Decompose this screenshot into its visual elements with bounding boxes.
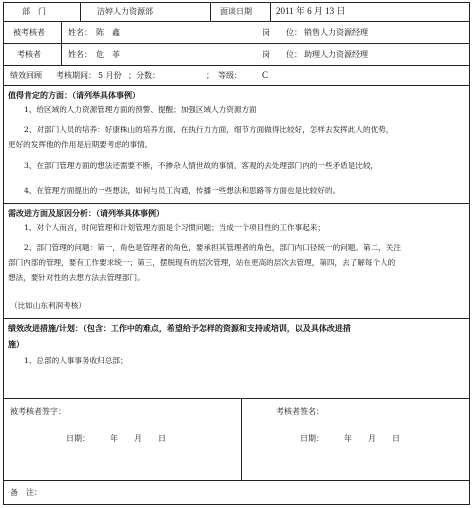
appraisee-position: 销售人力资源经理 — [304, 28, 368, 37]
improvements-item: 2、部门管理的问题：第一，角色是管理者的角色，要承担其管理者的角色，部门内口径统一的问题。第二，关注 — [24, 243, 401, 252]
appraiser-position: 助理人力资源经理 — [304, 50, 368, 59]
positives-heading: 值得肯定的方面：（请列举具体事例） — [8, 90, 140, 100]
review-grade-label: ； 等级： — [206, 71, 242, 80]
appraisee-signature-label: 被考核者签字： — [10, 407, 66, 416]
positives-item: 4、在管理方面提出的一些想法，如何与员工沟通，传播一些想法和思路等方面也是比较好的。 — [24, 186, 341, 195]
improvements-item: 部门内部的管理，要有工作要求统一；第三，摆脱现有的层次管理，站在更高的层次去管理，第四，去了解每个人的 — [8, 258, 396, 267]
appraisee-label: 被考核者 — [13, 28, 45, 37]
review-title: 绩效回顾 — [10, 71, 42, 80]
review-row — [4, 66, 469, 86]
appraisee-signature-cell — [4, 399, 242, 480]
signature-row — [4, 399, 469, 481]
review-period-label: 考核期间： — [56, 71, 96, 80]
plan-section — [4, 319, 469, 399]
interview-date-label: 面谈日期 — [220, 7, 252, 16]
remarks-row — [4, 481, 469, 504]
header-row — [4, 3, 469, 22]
appraisee-position-label: 岗 位： — [262, 28, 302, 37]
appraiser-position-label: 岗 位： — [262, 50, 302, 59]
improvements-section — [4, 204, 469, 319]
positives-item: 1、给区域的人力资源管理方面的预警、提醒；加强区域人力资源方面 — [24, 105, 257, 114]
improvements-item: 想法，要针对性的去想方法去管理部门。 — [8, 273, 145, 282]
plan-item: 1、总部的人事事务收归总部； — [24, 356, 128, 365]
positives-item: 3、在部门管理方面的想法还需要不断，不掺杂人情世故的事情，客观的去处理部门内的一些矛盾是比较， — [24, 161, 379, 170]
remarks-label: 备 注： — [10, 488, 42, 497]
positives-section — [4, 86, 469, 204]
appraisee-name: 陈 鑫 — [96, 28, 120, 37]
dept-label-cell — [4, 3, 81, 21]
plan-heading: 绩效改进措施/计划：（包含：工作中的难点，希望给予怎样的资源和支持或培训，以及具体改进措 — [8, 323, 351, 333]
appraiser-row — [4, 44, 469, 66]
appraiser-label-cell — [4, 44, 62, 65]
interview-date-label-cell — [211, 3, 271, 21]
review-period: 5 月份 — [98, 71, 122, 80]
plan-heading-cont: 施） — [8, 339, 24, 349]
positives-item: 更好的发挥他的作用是后期要考虑的事情。 — [8, 140, 153, 149]
appraiser-name: 危 菲 — [96, 50, 120, 59]
improvements-note: （比如山东利润考核） — [10, 301, 86, 310]
appraiser-signature-label: 考核者签名： — [276, 407, 324, 416]
appraisee-signature-date: 日期： 年 月 日 — [66, 434, 166, 443]
dept-value: 洁婷人力资源部 — [97, 7, 153, 16]
positives-item: 2、对部门人员的培养：好康株山的培养方面，在执行力方面，细节方面做得比较好，怎样去发挥此人的优势， — [24, 125, 394, 134]
improvements-item: 1、对个人而言，时间管理和计划管理方面是个习惯问题；当成一个项目性的工作事起来； — [24, 223, 325, 232]
review-score-label: ；分数： — [128, 71, 160, 80]
appraiser-signature-date: 日期： 年 月 日 — [300, 434, 400, 443]
appraisee-label-cell — [4, 22, 62, 43]
interview-date-value: 2011 年 6 月 13 日 — [276, 6, 346, 16]
dept-label: 部 门 — [22, 7, 46, 16]
review-grade: C — [262, 70, 269, 80]
appraiser-name-label: 姓名： — [68, 50, 92, 59]
appraisee-row — [4, 22, 469, 44]
appraisal-form — [3, 2, 470, 505]
dept-value-cell — [81, 3, 211, 21]
improvements-heading: 需改进方面及原因分析：（请列举具体事例） — [8, 208, 164, 218]
appraiser-label: 考核者 — [17, 50, 41, 59]
appraisee-name-label: 姓名： — [68, 28, 92, 37]
